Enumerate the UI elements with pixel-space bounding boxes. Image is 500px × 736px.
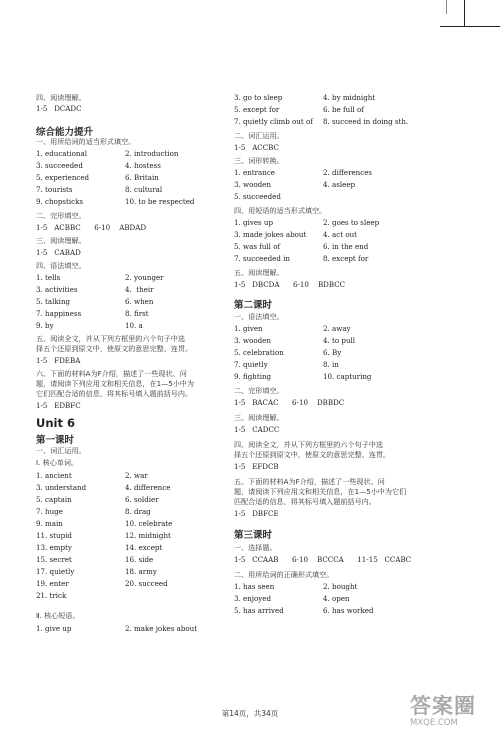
answer-text-col2: 2. make jokes about [125,624,198,633]
answer-line [36,567,229,576]
answer-text: 3. wooden [234,180,271,189]
section-heading: 综合能力提升 [36,127,94,138]
answer-text-col2: 8. except for [323,254,369,263]
answer-line [234,324,470,333]
answer-line [36,93,229,102]
answer-line [36,236,229,245]
answer-text: 5. talking [36,297,71,306]
answer-text: 7. happiness [36,309,82,318]
answer-text: 5. experienced [36,173,90,182]
answer-text-col2: 2. introduction [125,149,179,158]
answer-text-col2: 2. differences [323,168,373,177]
answer-text: 1-5 DCADC [36,104,82,113]
answer-text: 5. was full of [234,242,281,251]
answer-text-col2: 8. in [323,360,339,369]
answer-text: 三、阅读理解。 [234,413,284,422]
answer-text-col2: 2. away [323,324,351,333]
answer-text: 3. enjoyed [234,594,272,603]
answer-text: 二、词汇运用。 [234,131,284,140]
unit-heading: Unit 6 [36,416,75,430]
answer-text: 1. given [234,324,263,333]
answer-text: 3. activities [36,285,78,294]
answer-text: 1. has seen [234,582,275,591]
answer-text: 1-5 ACCBC [234,143,279,152]
answer-text: 一、用所给词的适当形式填空。 [36,137,136,146]
answer-text: 3. understand [36,483,87,492]
answer-text: 5. captain [36,495,72,504]
answer-text-col2: 8. cultural [125,185,163,194]
answer-line [36,369,229,378]
answer-text: 19. enter [36,579,69,588]
answer-line [36,624,229,633]
answer-line [36,379,229,388]
answer-line [234,440,470,449]
answer-text: 1-5 CADCC [234,425,280,434]
answer-text: 五、下面的材料A为F介绍，描述了一些现状、问 [234,477,385,486]
answer-line [234,413,470,422]
answer-line [234,570,470,579]
answer-line [234,168,470,177]
answer-text-col2: 10. capturing [323,372,372,381]
answer-line [234,192,470,201]
answer-line [36,223,229,232]
answer-text-col2: 8. succeed in doing sth. [323,117,409,126]
answer-text-col2: 2. bought [323,582,358,591]
answer-line [36,446,229,455]
answer-line [234,582,470,591]
answer-text: 9. by [36,321,54,330]
answer-line [36,555,229,564]
answer-text-col2: 10. to be respected [125,197,195,206]
answer-text: 六、下面的材料A为F介绍，描述了一些现状、问 [36,369,187,378]
answer-text-col2: 4. act out [323,230,358,239]
answer-line [234,348,470,357]
answer-text: 四、用短语的适当形式填空。 [234,206,327,215]
answer-text: 1-5 DBFCE [234,509,279,518]
answer-text-col2: 8. drag [125,507,151,516]
answer-text-col2: 10. celebrate [125,519,173,528]
register-mark-horizontal [440,26,500,27]
answer-text: 21. trick [36,591,67,600]
answer-text: 15. secret [36,555,72,564]
answer-text: 5. succeeded [234,192,281,201]
answer-text: 二、用所给词的正确形式填空。 [234,570,334,579]
answer-line [36,309,229,318]
answer-line [36,137,229,146]
answer-text: 5. celebration [234,348,284,357]
register-mark-vertical [464,0,465,26]
answer-line [36,273,229,282]
answer-line [234,372,470,381]
answer-line [36,161,229,170]
answer-line [234,143,470,152]
answer-line [234,156,470,165]
answer-text-col2: 6. be full of [323,105,364,114]
answer-text-col2: 6. By [323,348,342,357]
answer-line [234,386,470,395]
answer-line [234,131,470,140]
answer-text: 五、阅读全文，并从下列方框里的六个句子中选 [36,334,185,343]
answer-text: 9. main [36,519,63,528]
answer-line [36,261,229,270]
answer-line [234,117,470,126]
answer-line [234,280,470,289]
answer-text: 题，请阅读下列应用文和相关信息，在1—5小中为 [36,379,194,388]
answer-line [36,297,229,306]
answer-text: 1. tells [36,273,61,282]
answer-line [234,254,470,263]
answer-line [234,268,470,277]
answer-text: 5. except for [234,105,280,114]
answer-line [36,458,229,467]
answer-text: 7. succeeded in [234,254,290,263]
answer-line [36,401,229,410]
answer-text: 二、完形填空。 [36,211,86,220]
answer-text-col2: 4. open [323,594,350,603]
answer-line [234,218,470,227]
answer-line [234,543,470,552]
answer-text: 题，请阅读下列应用文和相关信息，在1—5小中为它们 [234,487,407,496]
answer-text: 四、语法填空。 [36,261,86,270]
answer-text-col2: 4. asleep [323,180,356,189]
answer-line [234,450,470,459]
answer-line [234,425,470,434]
answer-line [36,149,229,158]
answer-text: 5. has arrived [234,606,284,615]
answer-line [36,197,229,206]
answer-line [36,356,229,365]
answer-line [234,509,470,518]
answer-text-col2: 8. first [125,309,149,318]
answer-text: 择五个还原到原文中，使原文的意思完整、连贯。 [36,344,193,353]
answer-text: 三、词形转换。 [234,156,284,165]
answer-line [36,507,229,516]
answer-line [36,321,229,330]
answer-text: 四、阅读理解。 [36,93,86,102]
answer-text: 1-5 EFDCB [234,462,279,471]
answer-text-col2: 6. when [125,297,154,306]
answer-text: 四、阅读全文，并从下列方框里的六个句子中选 [234,440,383,449]
answer-text: 1. gives up [234,218,274,227]
answer-line [234,497,470,506]
answer-text: 1-5 CCAAB 6-10 BCCCA 11-15 CCABC [234,555,412,564]
section-heading: 第一课时 [36,435,75,446]
answer-text: 1. educational [36,149,87,158]
answer-text-col2: 6. Britain [125,173,159,182]
answer-line [234,312,470,321]
answer-text: Ⅰ. 核心单词。 [36,458,79,467]
answer-line [234,487,470,496]
answer-text: 9. chopsticks [36,197,84,206]
answer-text-col2: 4. their [125,285,154,294]
answer-line [36,285,229,294]
answer-line [36,173,229,182]
answer-text-col2: 4. to pull [323,336,356,345]
answer-line [234,462,470,471]
answer-text: 7. huge [36,507,63,516]
answer-text: 五、阅读理解。 [234,268,284,277]
answer-text: 1-5 CABAD [36,248,81,257]
answer-text: 匹配合适的信息，将其标号填入题前括号内。 [234,497,376,506]
answer-line [36,104,229,113]
answer-text: Ⅱ. 核心短语。 [36,611,80,620]
answer-text: 3. made jokes about [234,230,307,239]
answer-text: 1-5 FDEBA [36,356,81,365]
answer-text: 1-5 BACAC 6-10 DBBDC [234,398,345,407]
answer-text: 3. succeeded [36,161,83,170]
answer-text-col2: 12. midnight [125,531,171,540]
watermark-text: 答案圈 [410,694,476,718]
answer-line [36,185,229,194]
answer-line [234,360,470,369]
answer-text-col2: 16. side [125,555,154,564]
answer-text: 一、选择题。 [234,543,277,552]
answer-line [36,344,229,353]
answer-text: 1-5 EDBFC [36,401,81,410]
answer-text-col2: 4. difference [125,483,171,492]
answer-text-col2: 4. hostess [125,161,161,170]
answer-line [36,334,229,343]
watermark-url: MXQE.COM [410,718,458,728]
answer-text: 7. quietly climb out of [234,117,313,126]
answer-line [36,248,229,257]
answer-line [234,180,470,189]
answer-text-col2: 2. war [125,471,148,480]
answer-line [234,594,470,603]
answer-text: 一、语法填空。 [234,312,284,321]
answer-line [36,519,229,528]
answer-text: 1. entrance [234,168,276,177]
answer-text: 17. quietly [36,567,75,576]
answer-line [36,531,229,540]
answer-line [36,471,229,480]
answer-text-col2: 2. goes to sleep [323,218,380,227]
answer-line [234,105,470,114]
answer-text-col2: 20. succeed [125,579,168,588]
answer-text-col2: 6. has worked [323,606,374,615]
answer-text-col2: 4. by midnight [323,93,376,102]
answer-text-col2: 6. soldier [125,495,159,504]
answer-line [234,606,470,615]
answer-text: 一、词汇运用。 [36,446,86,455]
answer-line [36,591,229,600]
answer-text: 1-5 DBCDA 6-10 BDBCC [234,280,346,289]
answer-text: 择五个还原到原文中，使原文的意思完整、连贯。 [234,450,391,459]
answer-line [36,483,229,492]
answer-text: 1. ancient [36,471,72,480]
answer-line [36,543,229,552]
answer-text: 二、完形填空。 [234,386,284,395]
answer-line [36,611,229,620]
answer-text: 1-5 ACBBC 6-10 ABDAD [36,223,147,232]
answer-text: 它们匹配合适的信息，将其标号填入题前括号内。 [36,389,193,398]
answer-text: 13. empty [36,543,72,552]
answer-line [234,230,470,239]
answer-text: 7. quietly [234,360,268,369]
answer-text: 3. go to sleep [234,93,283,102]
section-heading: 第二课时 [234,300,273,311]
answer-line [234,336,470,345]
answer-line [234,206,470,215]
register-mark-left [446,0,447,14]
answer-line [36,389,229,398]
answer-line [234,93,470,102]
section-heading: 第三课时 [234,530,273,541]
answer-line [234,555,470,564]
answer-text: 3. wooden [234,336,271,345]
answer-line [36,211,229,220]
answer-text-col2: 18. army [125,567,157,576]
answer-line [36,495,229,504]
answer-text-col2: 14. except [125,543,163,552]
page-footer: 第14页，共34页 [221,709,279,718]
answer-text-col2: 6. in the end [323,242,369,251]
answer-text: 11. stupid [36,531,72,540]
answer-text: 三、阅读理解。 [36,236,86,245]
answer-line [234,398,470,407]
answer-text-col2: 10. a [125,321,143,330]
answer-text: 7. tourists [36,185,73,194]
answer-text: 9. fighting [234,372,272,381]
answer-line [234,477,470,486]
answer-text: 1. give up [36,624,72,633]
answer-text-col2: 2. younger [125,273,164,282]
answer-line [234,242,470,251]
answer-line [36,579,229,588]
